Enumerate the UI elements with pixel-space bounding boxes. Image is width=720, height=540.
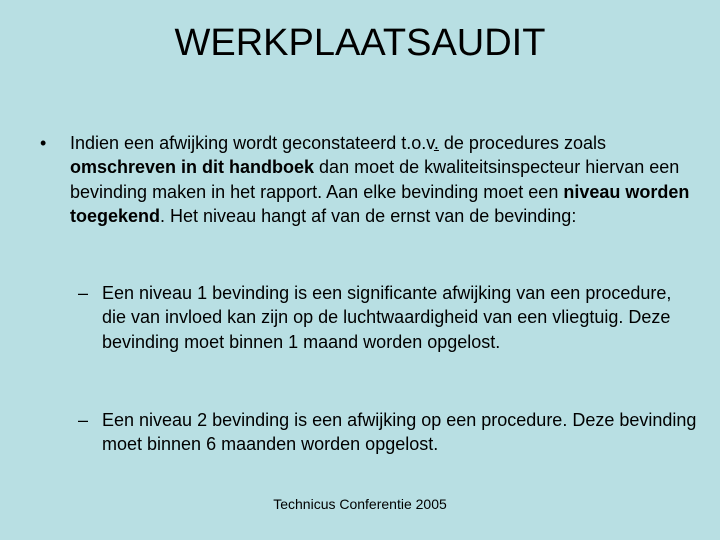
main-text-bold2: niveau worden toegekend [70, 181, 690, 226]
main-text-bold1: omschreven in dit handboek [70, 157, 315, 178]
main-text-part3: dan moet de kwaliteitsinspecteur hiervan een bevinding maken in het rapport. Aan elke bevinding moet een [70, 157, 680, 202]
sub-bullet-text: Een niveau 2 bevinding is een afwijking op een procedure. Deze bevinding moet binnen 6 maanden worden opgelost. [102, 410, 697, 455]
main-text-dot: . [433, 133, 439, 153]
slide-title: WERKPLAATSAUDIT [174, 22, 546, 64]
main-text-part1: Indien een afwijking wordt geconstateerd t.o.v [70, 133, 434, 153]
sub-bullet-marker: – [78, 410, 89, 430]
main-text-part4: . Het niveau hangt af van de ernst van de bevinding: [160, 205, 577, 226]
main-text-part2: de procedures zoals [438, 133, 607, 153]
sub-bullet-marker: – [78, 283, 89, 303]
sub-bullet-level2 [78, 408, 698, 457]
main-bullet-text [70, 131, 700, 228]
slide-footer: Technicus Conferentie 2005 [273, 496, 447, 512]
sub-bullet-level1 [78, 281, 698, 354]
bullet-marker: • [40, 133, 47, 153]
main-bullet [40, 131, 700, 228]
sub-bullet-text: Een niveau 1 bevinding is een significante afwijking van een procedure, die van invloed kan zijn op de luchtwaardigheid van een vliegtuig. Deze bevinding moet binnen 1 maand worden opgelost. [102, 283, 672, 352]
